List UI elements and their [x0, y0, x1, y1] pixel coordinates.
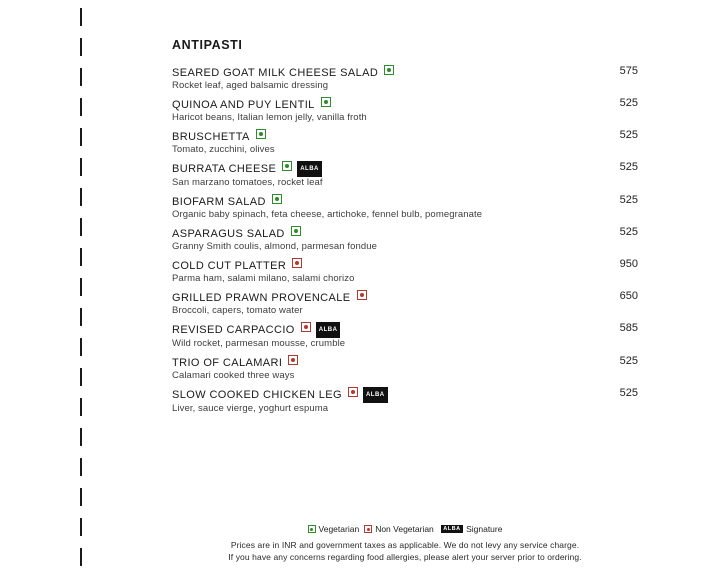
- item-price: 575: [619, 65, 638, 77]
- item-description: San marzano tomatoes, rocket leaf: [172, 177, 323, 188]
- item-price: 525: [619, 129, 638, 141]
- legend-nonveg-label: Non Vegetarian: [375, 524, 434, 534]
- item-description: Rocket leaf, aged balsamic dressing: [172, 80, 329, 91]
- item-name: REVISED CARPACCIO: [172, 324, 295, 336]
- menu-item-row: [172, 290, 638, 317]
- nonveg-icon: [301, 322, 311, 332]
- item-name: BRUSCHETTA: [172, 131, 250, 143]
- item-description: Parma ham, salami milano, salami chorizo: [172, 273, 355, 284]
- legend-non-vegetarian: [364, 524, 434, 534]
- menu-content: [172, 38, 638, 420]
- item-description: Organic baby spinach, feta cheese, artichoke, fennel bulb, pomegranate: [172, 209, 483, 220]
- item-main: [172, 65, 598, 92]
- item-price: 525: [619, 194, 638, 206]
- item-main: [172, 322, 598, 350]
- menu-item-row: [172, 129, 638, 156]
- legend-row: [172, 524, 638, 534]
- item-main: [172, 290, 598, 317]
- nonveg-icon: [357, 290, 367, 300]
- menu-item-row: [172, 322, 638, 350]
- item-price: 585: [619, 322, 638, 334]
- item-description: Liver, sauce vierge, yoghurt espuma: [172, 403, 329, 414]
- item-title-row: [172, 194, 598, 209]
- legend-signature: [439, 524, 503, 534]
- item-price: 525: [619, 97, 638, 109]
- item-title-row: [172, 387, 598, 403]
- item-name: QUINOA AND PUY LENTIL: [172, 99, 315, 111]
- menu-item-row: [172, 355, 638, 382]
- legend-vegetarian: [308, 524, 360, 534]
- menu-item-row: [172, 387, 638, 415]
- item-title-row: [172, 322, 598, 338]
- nonveg-icon: [292, 258, 302, 268]
- item-description: Broccoli, capers, tomato water: [172, 305, 303, 316]
- menu-item-row: [172, 97, 638, 124]
- left-dashed-divider: [80, 8, 82, 572]
- signature-badge: ALBA: [316, 322, 341, 338]
- menu-item-row: [172, 161, 638, 189]
- veg-icon: [272, 194, 282, 204]
- veg-icon: [384, 65, 394, 75]
- nonveg-icon: [348, 387, 358, 397]
- item-description: Wild rocket, parmesan mousse, crumble: [172, 338, 346, 349]
- item-main: [172, 355, 598, 382]
- section-title: ANTIPASTI: [172, 38, 243, 52]
- item-name: BIOFARM SALAD: [172, 196, 266, 208]
- item-title-row: [172, 65, 598, 80]
- item-name: BURRATA CHEESE: [172, 163, 277, 175]
- veg-icon: [321, 97, 331, 107]
- item-main: [172, 258, 598, 285]
- item-name: TRIO OF CALAMARI: [172, 357, 283, 369]
- item-price: 525: [619, 161, 638, 173]
- legend-veg-label: Vegetarian: [318, 524, 360, 534]
- item-title-row: [172, 129, 598, 144]
- menu-items: [172, 65, 638, 415]
- item-price: 650: [619, 290, 638, 302]
- item-title-row: [172, 290, 598, 305]
- item-price: 525: [619, 355, 638, 367]
- menu-item-row: [172, 65, 638, 92]
- item-main: [172, 194, 598, 221]
- item-title-row: [172, 258, 598, 273]
- item-name: ASPARAGUS SALAD: [172, 228, 285, 240]
- item-name: SLOW COOKED CHICKEN LEG: [172, 389, 342, 401]
- nonveg-icon: [364, 525, 372, 533]
- item-main: [172, 97, 598, 124]
- menu-item-row: [172, 226, 638, 253]
- signature-badge: ALBA: [363, 387, 388, 403]
- veg-icon: [282, 161, 292, 171]
- item-description: Granny Smith coulis, almond, parmesan fondue: [172, 241, 378, 252]
- item-main: [172, 226, 598, 253]
- item-name: SEARED GOAT MILK CHEESE SALAD: [172, 67, 379, 79]
- item-price: 525: [619, 226, 638, 238]
- item-description: Tomato, zucchini, olives: [172, 144, 275, 155]
- item-title-row: [172, 161, 598, 177]
- item-price: 525: [619, 387, 638, 399]
- veg-icon: [291, 226, 301, 236]
- veg-icon: [308, 525, 316, 533]
- item-main: [172, 129, 598, 156]
- nonveg-icon: [288, 355, 298, 365]
- item-title-row: [172, 226, 598, 241]
- veg-icon: [256, 129, 266, 139]
- item-name: GRILLED PRAWN PROVENCALE: [172, 292, 351, 304]
- signature-badge: ALBA: [441, 525, 463, 534]
- menu-item-row: [172, 258, 638, 285]
- item-description: Calamari cooked three ways: [172, 370, 295, 381]
- item-name: COLD CUT PLATTER: [172, 260, 287, 272]
- item-main: [172, 387, 598, 415]
- legend-signature-label: Signature: [466, 524, 503, 534]
- item-description: Haricot beans, Italian lemon jelly, vanilla froth: [172, 112, 367, 123]
- menu-footer: [172, 524, 638, 563]
- item-title-row: [172, 355, 598, 370]
- footer-note-taxes: Prices are in INR and government taxes as applicable. We do not levy any service charge.: [230, 540, 580, 550]
- item-title-row: [172, 97, 598, 112]
- item-price: 950: [619, 258, 638, 270]
- menu-item-row: [172, 194, 638, 221]
- footer-note-allergies: If you have any concerns regarding food allergies, please alert your server prior to ordering.: [228, 552, 582, 562]
- item-main: [172, 161, 598, 189]
- signature-badge: ALBA: [297, 161, 322, 177]
